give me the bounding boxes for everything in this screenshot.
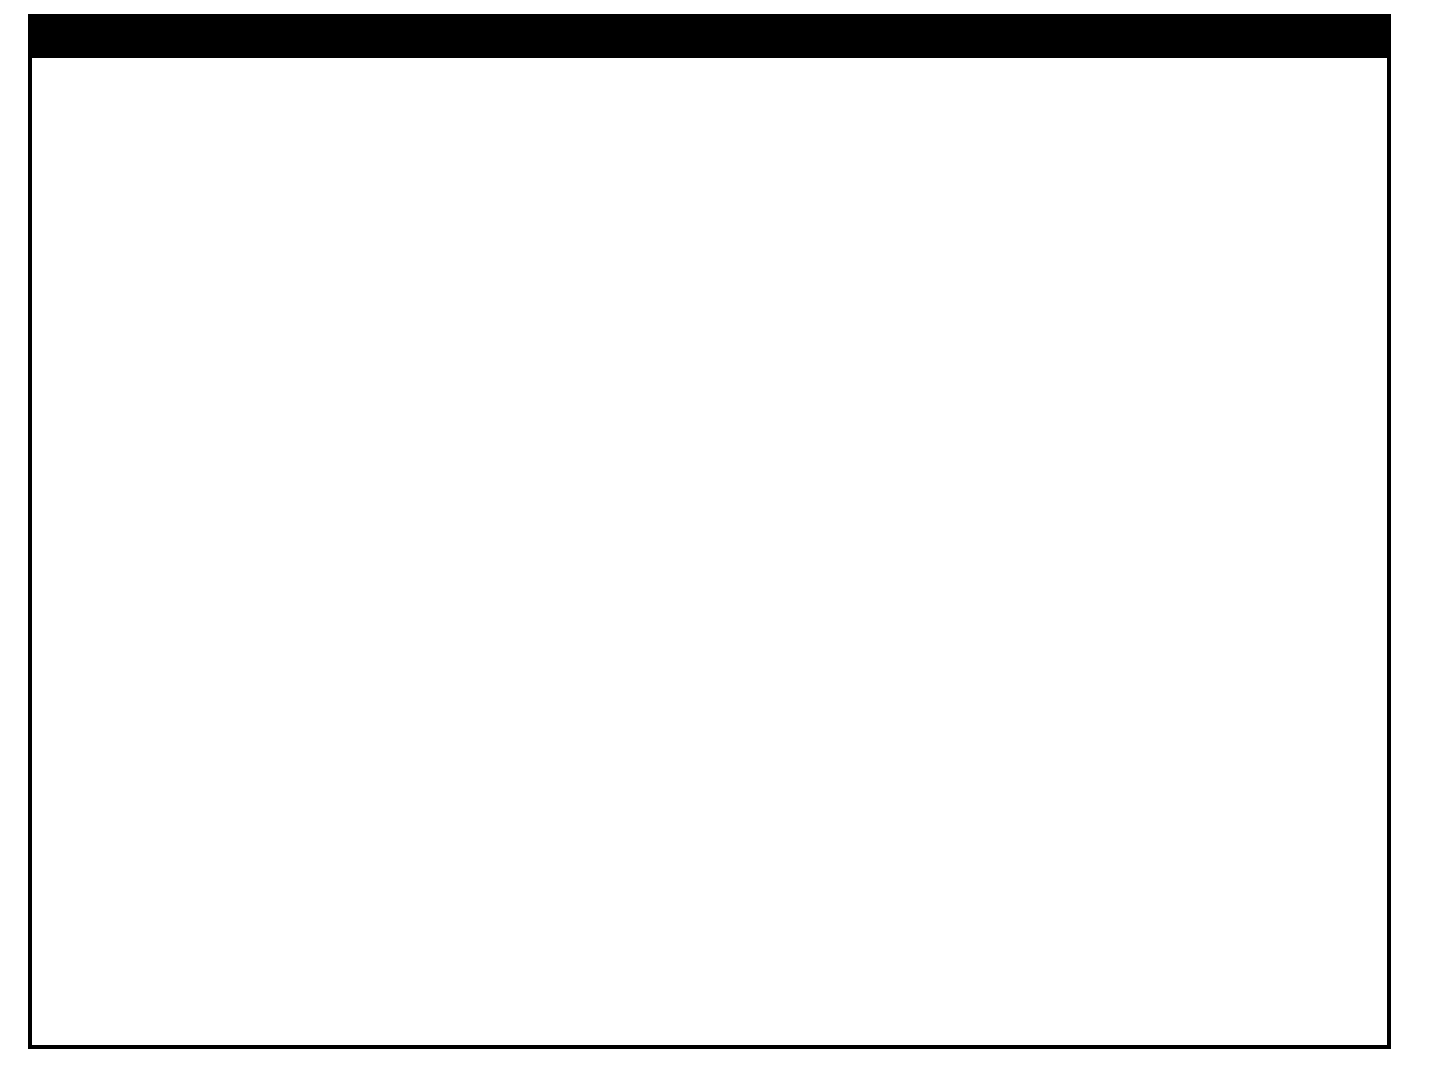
header-action: [148, 18, 1135, 58]
diagnostic-table: [28, 14, 1391, 1049]
header-applicability: [1135, 18, 1391, 58]
header-test: [32, 18, 148, 58]
